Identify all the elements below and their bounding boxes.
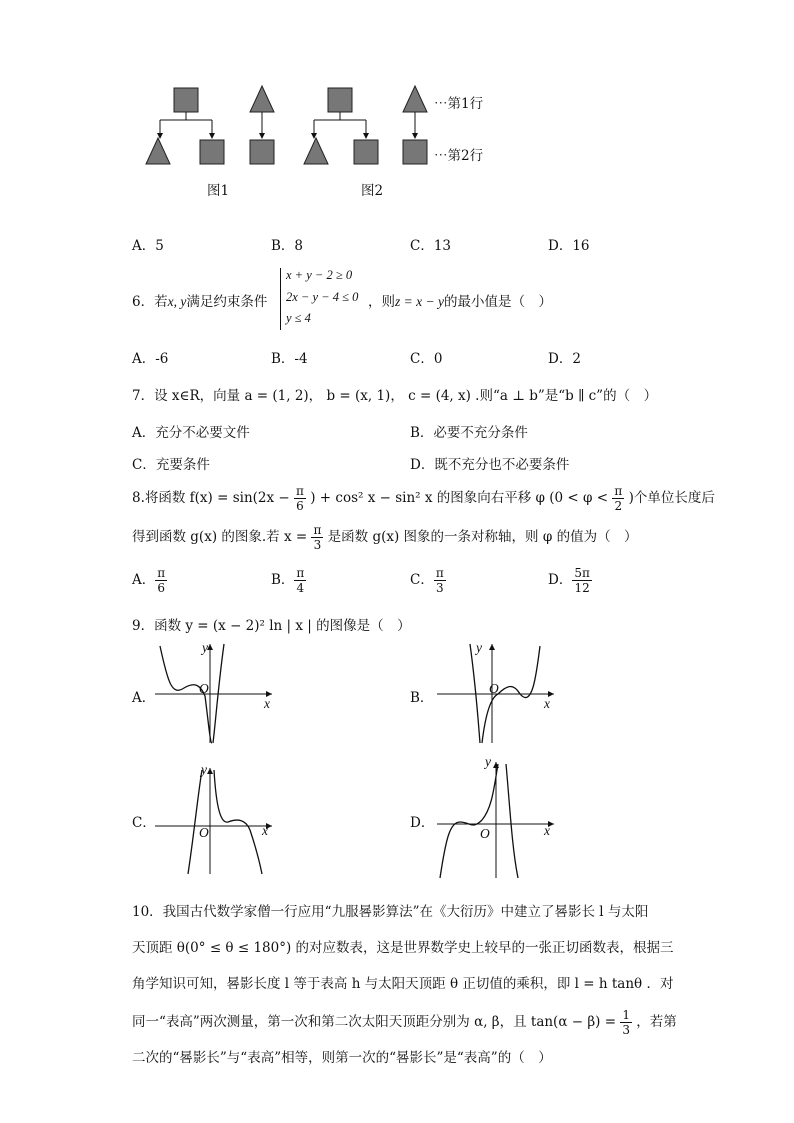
row1-label: ⋯第1行 bbox=[434, 96, 484, 112]
q8-line1: 8.将函数 f(x) = sin(2x − $\frac{\pi}{6}$ ) + cos² x − sin² x 的图象向右平移 φ (0 < φ < $\frac{\pi}{2}$ )个单位长度后 bbox=[132, 484, 715, 513]
q9-option-b-label[interactable]: B． bbox=[410, 690, 434, 706]
graph-d-x: x bbox=[544, 823, 550, 838]
q6-stem: 6．若x, y满足约束条件 bbox=[132, 294, 268, 310]
graph-b-y: y bbox=[476, 640, 482, 655]
q7-option-b[interactable]: B．必要不充分条件 bbox=[410, 425, 528, 441]
q6-constraint-1: x + y − 2 ≥ 0 bbox=[286, 268, 353, 282]
q5-option-a[interactable]: A．5 bbox=[132, 238, 164, 254]
graph-a-y: y bbox=[202, 640, 208, 655]
q6-tail: ，则z = x − y的最小值是（ ） bbox=[368, 294, 552, 310]
fig2-caption: 图2 bbox=[361, 183, 384, 199]
fig1-square-top bbox=[174, 88, 198, 112]
row2-label: ⋯第2行 bbox=[434, 148, 484, 164]
tree-figures bbox=[140, 80, 560, 200]
q8-option-a[interactable]: A． $\frac{\pi}{6}$ bbox=[132, 566, 166, 595]
graph-c-x: x bbox=[262, 823, 268, 838]
fig2-triangle-top bbox=[403, 86, 427, 112]
q7-stem: 7．设 x∈R，向量 a = (1, 2)， b = (x, 1)， c = (4, x) .则“a ⊥ b”是“b ∥ c”的（ ） bbox=[132, 388, 658, 404]
q6-constraint-2: 2x − y − 4 ≤ 0 bbox=[286, 290, 359, 304]
q9-graph-c[interactable] bbox=[150, 764, 280, 879]
q10-line3: 角学知识可知，晷影长度 l 等于表高 h 与太阳天顶距 θ 正切值的乘积，即 l = h tanθ ．对 bbox=[132, 976, 674, 992]
q9-graph-a[interactable] bbox=[150, 638, 280, 748]
q10-line1: 10．我国古代数学家僧一行应用“九服晷影算法”在《大衍历》中建立了晷影长 l 与太阳 bbox=[132, 904, 649, 920]
fig2-square-top bbox=[328, 88, 352, 112]
fig1-triangle-top bbox=[250, 86, 274, 112]
q6-option-d[interactable]: D．2 bbox=[548, 351, 581, 367]
fig2-square-b2 bbox=[354, 140, 378, 164]
q9-stem: 9．函数 y = (x − 2)² ln | x | 的图像是（ ） bbox=[132, 618, 411, 634]
q9-graph-d[interactable] bbox=[432, 758, 562, 883]
graph-b-origin: O bbox=[489, 681, 499, 696]
q6-option-a[interactable]: A．-6 bbox=[132, 351, 169, 367]
q7-option-a[interactable]: A．充分不必要文件 bbox=[132, 425, 250, 441]
fig1-square-b3 bbox=[250, 140, 274, 164]
graph-b-x: x bbox=[544, 696, 550, 711]
q5-option-c[interactable]: C．13 bbox=[410, 238, 452, 254]
graph-a-origin: O bbox=[199, 681, 209, 696]
q8-option-c[interactable]: C． $\frac{\pi}{3}$ bbox=[410, 566, 444, 595]
q10-line5: 二次的“晷影长”与“表高”相等，则第一次的“晷影长”是“表高”的（ ） bbox=[132, 1050, 552, 1066]
graph-c-y: y bbox=[201, 762, 207, 777]
graph-c-origin: O bbox=[199, 825, 209, 840]
q9-option-c-label[interactable]: C． bbox=[132, 815, 156, 831]
fig2-triangle-b1 bbox=[304, 138, 328, 164]
q5-option-d[interactable]: D．16 bbox=[548, 238, 590, 254]
graph-a-x: x bbox=[264, 696, 270, 711]
q10-line4: 同一“表高”两次测量，第一次和第二次太阳天顶距分别为 α, β，且 tan(α − β) = $\frac{1}{3}$ ，若第 bbox=[132, 1008, 677, 1037]
fig1-triangle-b1 bbox=[146, 138, 170, 164]
fig1-caption: 图1 bbox=[207, 183, 230, 199]
q5-option-b[interactable]: B．8 bbox=[271, 238, 304, 254]
graph-d-origin: O bbox=[480, 826, 490, 841]
q9-option-a-label[interactable]: A． bbox=[132, 690, 156, 706]
q6-constraint-3: y ≤ 4 bbox=[286, 311, 311, 325]
q8-option-b[interactable]: B． $\frac{\pi}{4}$ bbox=[271, 566, 305, 595]
graph-d-y: y bbox=[485, 754, 491, 769]
fig2-square-b3 bbox=[403, 140, 427, 164]
q7-option-c[interactable]: C．充要条件 bbox=[132, 457, 210, 473]
q8-option-d[interactable]: D． $\frac{5\pi}{12}$ bbox=[548, 566, 590, 595]
q9-option-d-label[interactable]: D． bbox=[410, 815, 435, 831]
q10-line2: 天顶距 θ(0° ≤ θ ≤ 180°) 的对应数表，这是世界数学史上较早的一张正切函数表，根据三 bbox=[132, 940, 674, 956]
q7-option-d[interactable]: D．既不充分也不必要条件 bbox=[410, 457, 570, 473]
fig1-square-b2 bbox=[200, 140, 224, 164]
q6-option-c[interactable]: C．0 bbox=[410, 351, 443, 367]
q8-line2: 得到函数 g(x) 的图象.若 x = $\frac{\pi}{3}$ 是函数 g(x) 图象的一条对称轴，则 φ 的值为（ ） bbox=[132, 523, 638, 552]
q6-option-b[interactable]: B．-4 bbox=[271, 351, 308, 367]
